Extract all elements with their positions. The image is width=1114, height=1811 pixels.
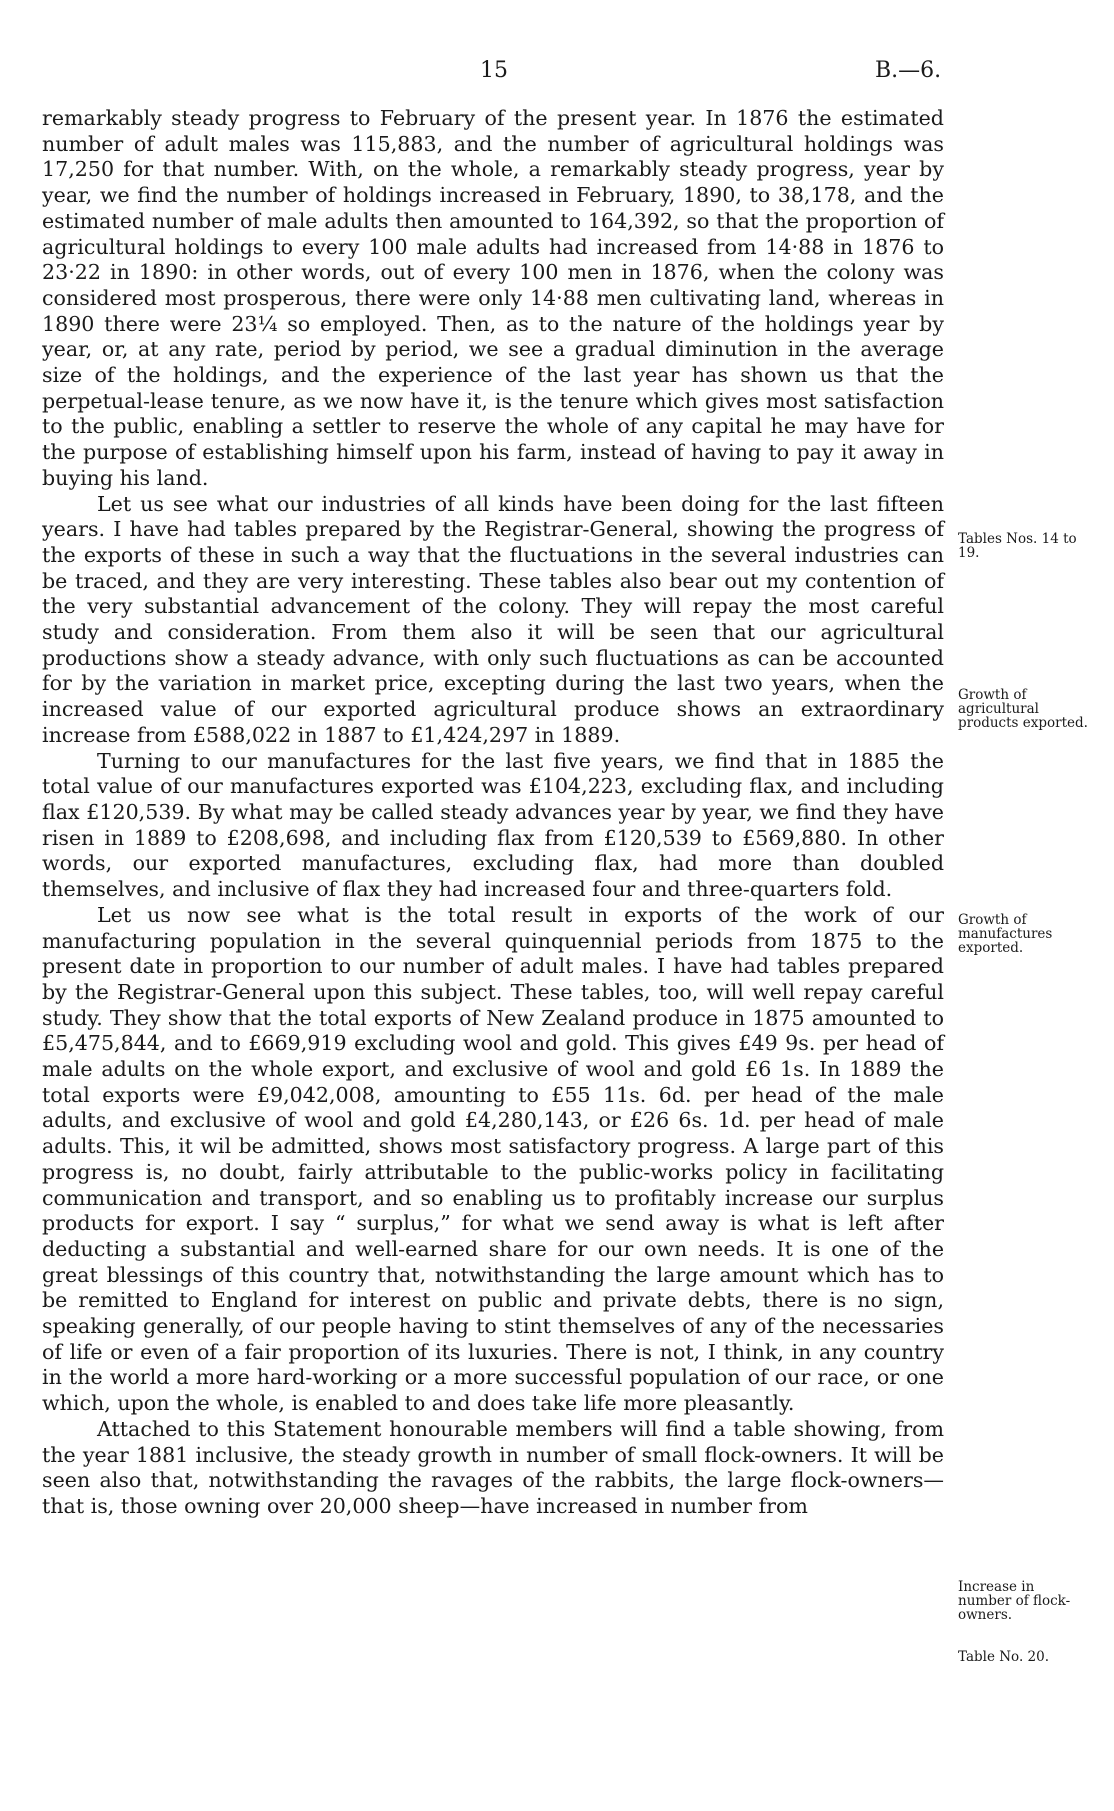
page-number: 15: [480, 58, 508, 83]
margin-note-flock-owners: Increase in number of flock-owners.: [958, 1579, 1071, 1623]
paragraph-industries: Let us see what our industries of all kinds have been doing for the last fifteen years. I have had tables prepared by the Registrar-General, showing the progress of the exports of these in such a way that the fluctuations in the several industries can be traced, and they are very interesting. These tables also bear out my contention of the very substantial advancement of the colony. They will repay the most careful study and consideration. From them also it will be seen that our agricultural productions show a steady advance, with only such fluctuations as can be accounted for by the variation in market price, excepting during the last two years, when the increased value of our exported agricultural produce shows an extraordinary increase from £588,022 in 1887 to £1,424,297 in 1889.: [42, 491, 944, 747]
margin-note-agricultural: Growth of agricultural products exported.: [958, 687, 1088, 731]
paragraph-flock-owners: Attached to this Statement honourable members will find a table showing, from the year 1881 inclusive, the steady growth in number of small flock-owners. It will be seen also that, notwithstanding the ravages of the rabbits, the large flock-owners—that is, those owning over 20,000 sheep—have increased in number from: [42, 1416, 944, 1518]
margin-note-table-20: Table No. 20.: [958, 1649, 1049, 1665]
paragraph-manufactures: Turning to our manufactures for the last five years, we find that in 1885 the total value of our manufactures exported was £104,223, excluding flax, and including flax £120,539. By what may be called steady advances year by year, we find they have risen in 1889 to £208,698, and including flax from £120,539 to £569,880. In other words, our exported manufactures, excluding flax, had more than doubled themselves, and inclusive of flax they had increased four and three-quarters fold.: [42, 748, 944, 902]
body-text: [42, 106, 944, 1520]
paragraph-holdings: remarkably steady progress to February of the present year. In 1876 the estimated number of adult males was 115,883, and the number of agricultural holdings was 17,250 for that number. With, on the whole, a remarkably steady progress, year by year, we find the number of holdings increased in February, 1890, to 38,178, and the estimated number of male adults then amounted to 164,392, so that the proportion of agricultural holdings to every 100 male adults had increased from 14·88 in 1876 to 23·22 in 1890: in other words, out of every 100 men in 1876, when the colony was considered most prosperous, there were only 14·88 men cultivating land, whereas in 1890 there were 23¼ so employed. Then, as to the nature of the holdings year by year, or, at any rate, period by period, we see a gradual diminution in the average size of the holdings, and the experience of the last year has shown us that the perpetual-lease tenure, as we now have it, is the tenure which gives most satisfaction to the public, enabling a settler to reserve the whole of any capital he may have for the purpose of establishing himself upon his farm, instead of having to pay it away in buying his land.: [42, 106, 944, 490]
margin-note-manufactures: Growth of manufactures exported.: [958, 912, 1053, 956]
page-header: [0, 58, 1114, 88]
paragraph-total-exports: Let us now see what is the total result in exports of the work of our manufacturing population in the several quinquennial periods from 1875 to the present date in proportion to our number of adult males. I have had tables prepared by the Registrar-General upon this subject. These tables, too, will well repay careful study. They show that the total exports of New Zealand produce in 1875 amounted to £5,475,844, and to £669,919 excluding wool and gold. This gives £49 9s. per head of male adults on the whole export, and exclusive of wool and gold £6 1s. In 1889 the total exports were £9,042,008, amounting to £55 11s. 6d. per head of the male adults, and exclusive of wool and gold £4,280,143, or £26 6s. 1d. per head of male adults. This, it wil be admitted, shows most satisfactory progress. A large part of this progress is, no doubt, fairly attributable to the public-works policy in facilitating communication and transport, and so enabling us to profitably increase our surplus products for export. I say “ surplus,” for what we send away is what is left after deducting a substantial and well-earned share for our own needs. It is one of the great blessings of this country that, notwithstanding the large amount which has to be remitted to England for interest on public and private debts, there is no sign, speaking generally, of our people having to stint themselves of any of the necessaries of life or even of a fair proportion of its luxuries. There is not, I think, in any country in the world a more hard-working or a more successful population of our race, or one which, upon the whole, is enabled to and does take life more pleasantly.: [42, 902, 944, 1416]
margin-note-tables: Tables Nos. 14 to 19.: [958, 531, 1077, 561]
document-reference: B.—6.: [875, 58, 942, 83]
